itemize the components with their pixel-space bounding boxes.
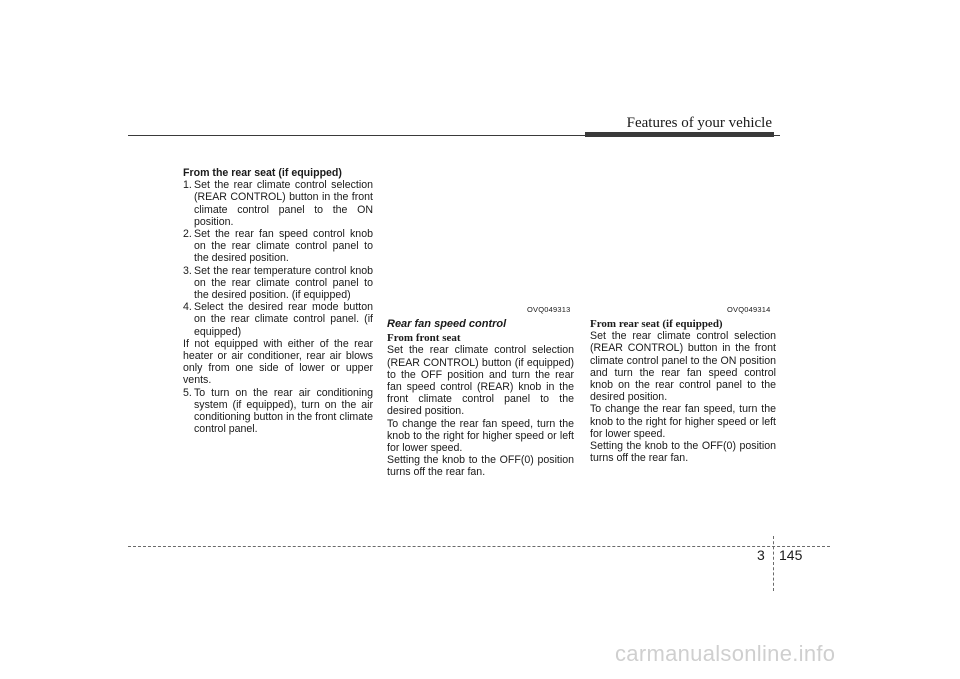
image-code-2: OVQ049314 — [727, 305, 771, 314]
footer-rule — [128, 546, 830, 547]
list-item-number: 1. — [183, 179, 192, 192]
paragraph: Setting the knob to the OFF(0) position turns off the rear fan. — [590, 440, 776, 465]
page-number: 145 — [779, 547, 803, 563]
paragraph: Setting the knob to the OFF(0) position turns off the rear fan. — [387, 454, 574, 479]
front-seat-subheading: From front seat — [387, 332, 461, 345]
image-code-1: OVQ049313 — [527, 305, 571, 314]
list-item-number: 4. — [183, 301, 192, 314]
paragraph: Set the rear climate control selection (REAR CONTROL) button in the front climate control panel to the ON position and turn the rear fan speed control knob on the rear control panel to the desired position. — [590, 330, 776, 404]
list-item — [183, 301, 373, 338]
column-left — [183, 167, 373, 435]
header-rule-bar — [585, 132, 774, 137]
page-number-divider — [773, 536, 774, 591]
list-item — [183, 387, 373, 436]
list-item — [183, 179, 373, 228]
list-item-text: Select the desired rear mode button on the rear climate control panel. (if equipped) — [194, 301, 373, 338]
list-item-text: To turn on the rear air conditioning system (if equipped), turn on the air conditioning button in the front climate control panel. — [194, 386, 373, 436]
watermark: carmanualsonline.info — [615, 641, 836, 666]
rear-seat-subheading: From rear seat (if equipped) — [590, 318, 723, 330]
list-item — [183, 265, 373, 302]
list-item-number: 5. — [183, 386, 192, 399]
list-item-text: Set the rear temperature control knob on the rear climate control panel to the desired position. (if equipped) — [194, 264, 373, 302]
paragraph: Set the rear climate control selection (REAR CONTROL) button (if equipped) to the OFF position and turn the rear fan speed control (REAR) knob in the front climate control panel to the desired position. — [387, 344, 574, 418]
chapter-number: 3 — [757, 547, 765, 563]
paragraph: To change the rear fan speed, turn the knob to the right for higher speed or left for lower speed. — [590, 403, 776, 440]
column-middle — [387, 318, 574, 479]
page-header-title: Features of your vehicle — [626, 115, 772, 131]
vent-note: If not equipped with either of the rear heater or air conditioner, rear air blows only from one side of lower or upper vents. — [183, 337, 373, 387]
column-right — [590, 318, 776, 464]
list-item — [183, 228, 373, 265]
paragraph: To change the rear fan speed, turn the knob to the right for higher speed or left for lower speed. — [387, 417, 574, 455]
rear-seat-heading: From the rear seat (if equipped) — [183, 167, 342, 179]
list-item-number: 2. — [183, 228, 192, 241]
list-item-number: 3. — [183, 264, 192, 277]
list-item-text: Set the rear climate control selection (REAR CONTROL) button in the front climate control panel to the ON position. — [194, 179, 373, 228]
section-title: Rear fan speed control — [387, 318, 507, 330]
list-item-text: Set the rear fan speed control knob on the rear climate control panel to the desired position. — [194, 228, 373, 265]
